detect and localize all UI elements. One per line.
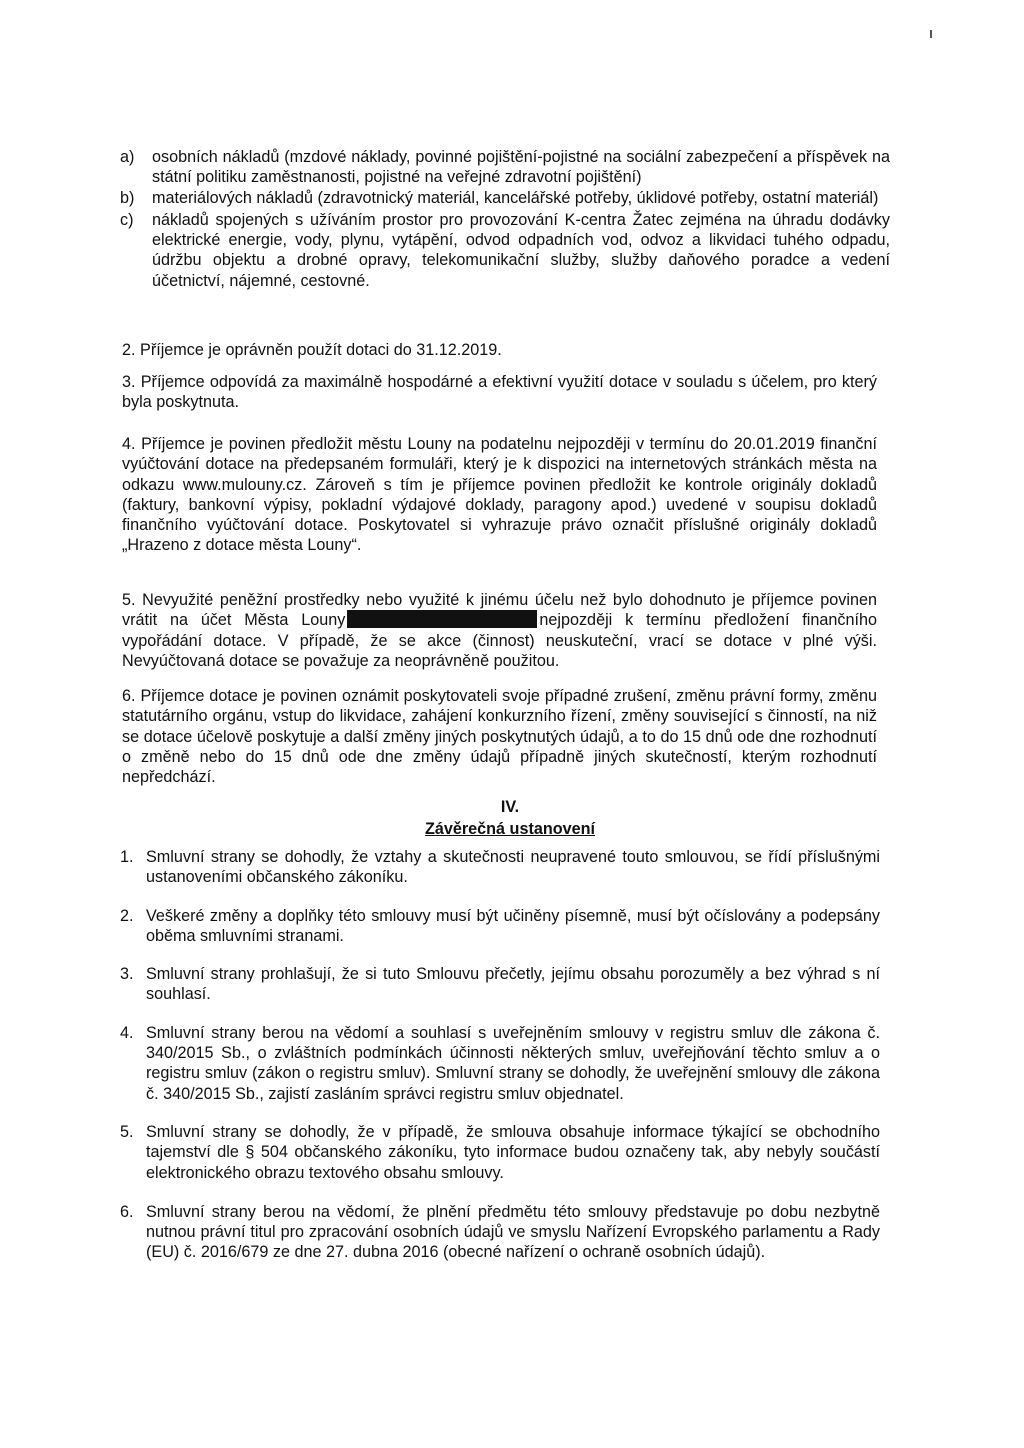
list-item: [120, 1122, 880, 1183]
list-item-text: Smluvní strany berou na vědomí, že plnění předmětu této smlouvy představuje po dobu nezbytně nutnou právní titul pro zpracování osobních údajů ve smyslu Nařízení Evropského parlamentu a Rady (EU) č. 2016/679 ze dne 27. dubna 2016 (obecné nařízení o ochraně osobních údajů).: [146, 1202, 880, 1262]
list-marker: a): [120, 148, 135, 166]
list-marker: 3.: [120, 965, 134, 984]
list-marker: 1.: [120, 848, 134, 866]
list-item: [120, 210, 890, 291]
redacted-account-number: [347, 610, 537, 628]
paragraph-2: [122, 340, 877, 360]
final-provisions-list: [120, 847, 880, 1281]
list-item-text: Smluvní strany se dohodly, že vztahy a skutečnosti neupravené touto smlouvou, se řídí příslušnými ustanoveními občanského zákoníku.: [146, 848, 880, 887]
paragraph-text: Příjemce je povinen předložit městu Louny na podatelnu nejpozději v termínu do 20.01.2019 finanční vyúčtování dotace na předepsaném formuláři, který je k dispozici na internetových stránkách města na odkazu www.mulouny.cz. Zároveň s tím je příjemce povinen předložit ke kontrole originály dokladů (faktury, bankovní výpisy, pokladní výdajové doklady, paragony apod.) uvedené v soupisu dokladů finančního vyúčtování dotace. Poskytovatel si vyhrazuje právo označit příslušné originály dokladů „Hrazeno z dotace města Louny“.: [122, 435, 877, 555]
paragraph-number: 3.: [122, 373, 136, 391]
paragraph-text: Příjemce odpovídá za maximálně hospodárné a efektivní využití dotace v souladu s účelem, pro který byla poskytnuta.: [122, 373, 877, 412]
list-item-text: Smluvní strany prohlašují, že si tuto Smlouvu přečetly, jejímu obsahu porozuměly a bez výhrad s ní souhlasí.: [146, 965, 880, 1004]
paragraph-number: 2.: [122, 341, 136, 359]
list-marker: 6.: [120, 1202, 134, 1221]
paragraph-text: Příjemce je oprávněn použít dotaci do 31.12.2019.: [140, 341, 502, 359]
list-item: [120, 964, 880, 1005]
scan-artifact: [930, 30, 932, 38]
list-item-text: Smluvní strany berou na vědomí a souhlasí s uveřejněním smlouvy v registru smluv dle zákona č. 340/2015 Sb., o zvláštních podmínkách účinnosti některých smluv, uveřejňování těchto smluv a o registru smluv (zákon o registru smluv). Smluvní strany se dohodly, že uveřejnění smlouvy dle zákona č. 340/2015 Sb., zajistí zasláním správci registru smluv objednatel.: [146, 1023, 880, 1103]
paragraph-number: 4.: [122, 435, 136, 453]
list-item: [120, 1202, 880, 1263]
paragraph-text: Příjemce dotace je povinen oznámit poskytovateli svoje případné zrušení, změnu právní formy, změnu statutárního orgánu, vstup do likvidace, zahájení konkurzního řízení, změny související s činností, na niž se dotace účelově poskytuje a další změny jiných poskytnutých údajů, a to do 15 dnů ode dne rozhodnutí o změně nebo do 15 dnů ode dne změny údajů případně jiných skutečností, kterým rozhodnutí nepředchází.: [122, 687, 878, 787]
list-marker: 2.: [120, 906, 134, 925]
paragraph-3: [122, 372, 877, 413]
paragraph-6: [122, 686, 877, 787]
paragraph-number: 6.: [122, 687, 136, 705]
paragraph-text-after: nejpozději k termínu předložení finančního vypořádání dotace. V případě, že se akce (činnost) neuskuteční, vrací se dotace v plné výši. Nevyúčtovaná dotace se považuje za neoprávněně použitou.: [122, 611, 878, 670]
list-item: [120, 188, 890, 208]
list-item: [120, 1023, 880, 1104]
paragraph-number: 5.: [122, 591, 136, 609]
list-item-text: materiálových nákladů (zdravotnický materiál, kancelářské potřeby, úklidové potřeby, ostatní materiál): [152, 188, 879, 207]
cost-items-list: [120, 147, 890, 291]
list-item-text: osobních nákladů (mzdové náklady, povinné pojištění-pojistné na sociální zabezpečení a příspěvek na státní politiku zaměstnanosti, pojistné na veřejné zdravotní pojištění): [152, 148, 890, 187]
list-item-text: nákladů spojených s užíváním prostor pro provozování K-centra Žatec zejména na úhradu dodávky elektrické energie, vody, plynu, vytápění, odvod odpadních vod, odvoz a likvidaci tuhého odpadu, údržbu objektu a drobné opravy, telekomunikační služby, služby daňového poradce a vedení účetnictví, nájemné, cestovné.: [152, 210, 890, 290]
list-item: [120, 847, 880, 888]
list-marker: c): [120, 210, 134, 229]
list-item: [120, 147, 890, 188]
section-title: Závěrečná ustanovení: [424, 820, 596, 838]
list-item-text: Veškeré změny a doplňky této smlouvy musí být učiněny písemně, musí být očíslovány a podepsány oběma smluvními stranami.: [146, 906, 880, 945]
paragraph-text-before: Nevyužité peněžní prostředky nebo využité k jinému účelu než bylo dohodnuto je příjemce povinen vrátit na účet Města Louny: [122, 591, 877, 630]
list-marker: b): [120, 188, 135, 207]
list-item: [120, 906, 880, 947]
list-item-text: Smluvní strany se dohodly, že v případě, že smlouva obsahuje informace týkající se obchodního tajemství dle § 504 občanského zákoníku, tyto informace budou označeny tak, aby nebyly součástí elektronického obrazu textového obsahu smlouvy.: [146, 1122, 880, 1182]
paragraph-5: [122, 590, 877, 671]
section-number: IV.: [500, 798, 520, 816]
paragraph-4: [122, 434, 877, 556]
list-marker: 5.: [120, 1122, 134, 1141]
list-marker: 4.: [120, 1023, 134, 1042]
